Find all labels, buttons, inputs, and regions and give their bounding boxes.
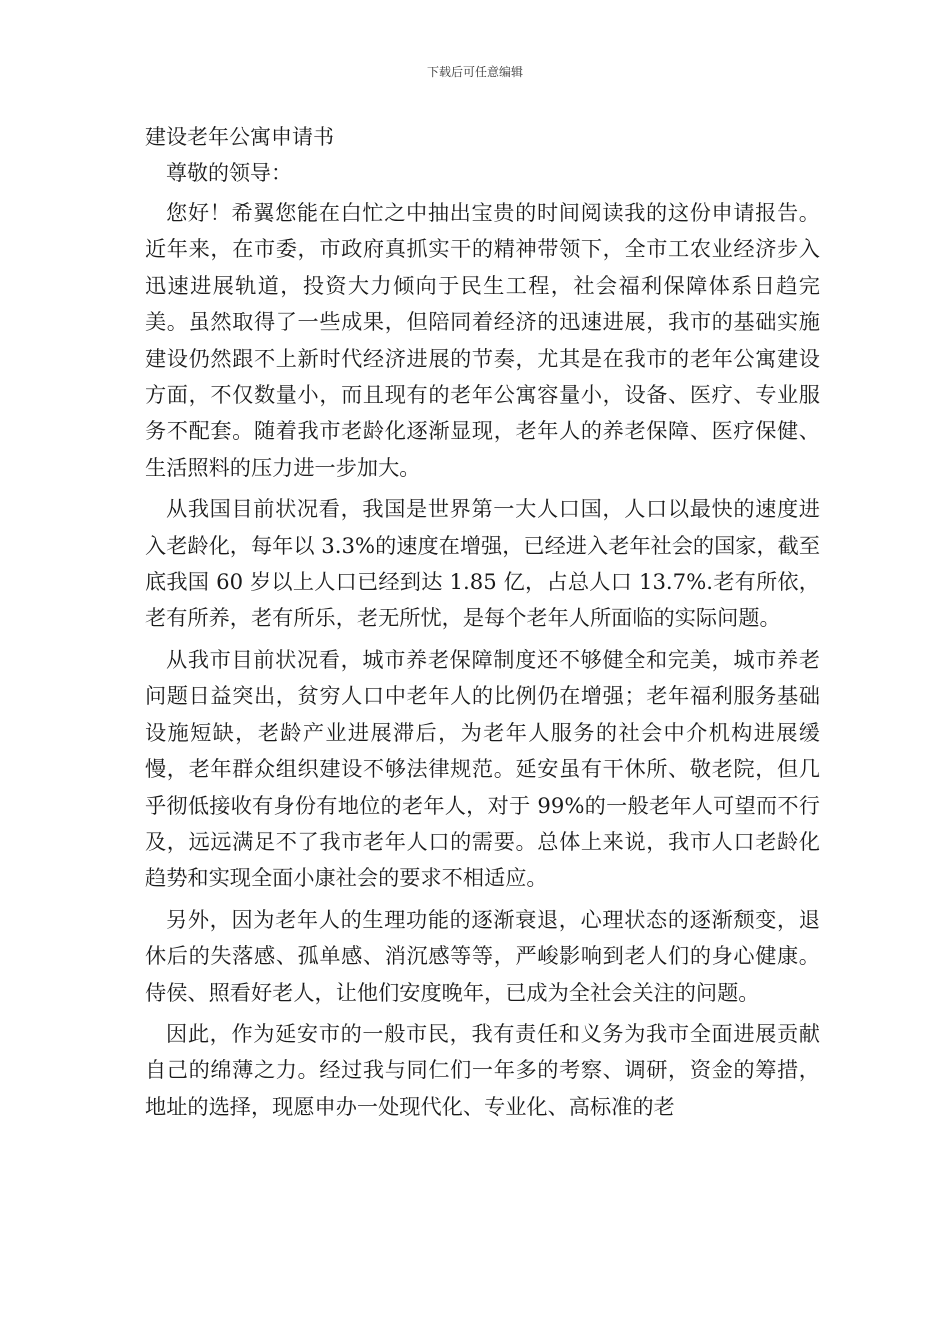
- paragraph-elderly-wellbeing: 另外，因为老年人的生理功能的逐渐衰退，心理状态的逐渐颓变，退休后的失落感、孤单感、消沉感等等，严峻影响到老人们的身心健康。侍侯、照看好老人，让他们安度晚年，已成为全社会关注的问题。: [145, 906, 820, 1005]
- paragraph-city-situation: 从我市目前状况看，城市养老保障制度还不够健全和完美，城市养老问题日益突出，贫穷人口中老年人的比例仍在增强；老年福利服务基础设施短缺，老龄产业进展滞后，为老年人服务的社会中介机构进展缓慢，老年群众组织建设不够法律规范。延安虽有干休所、敬老院，但几乎彻低接收有身份有地位的老年人，对于 99%的一般老年人可望而不行及，远远满足不了我市老年人口的需要。总体上来说，我市人口老龄化趋势和实现全面小康社会的要求不相适应。: [145, 646, 820, 891]
- document-body: [145, 119, 820, 1130]
- paragraph-application: 因此，作为延安市的一般市民，我有责任和义务为我市全面进展贡献自己的绵薄之力。经过我与同仁们一年多的考察、调研，资金的筹措，地址的选择，现愿申办一处现代化、专业化、高标准的老: [145, 1020, 820, 1119]
- header-note: 下载后可任意编辑: [426, 65, 523, 79]
- paragraph-national-situation: 从我国目前状况看，我国是世界第一大人口国，人口以最快的速度进入老龄化，每年以 3.3%的速度在增强，已经进入老年社会的国家，截至底我国 60 岁以上人口已经到达 1.85 亿，占总人口 13.7%.老有所依，老有所养，老有所乐，老无所忧，是每个老年人所面临的实际问题。: [145, 496, 821, 631]
- document-title: 建设老年公寓申请书: [145, 125, 334, 149]
- paragraph-greeting: 您好！希翼您能在白忙之中抽出宝贵的时间阅读我的这份申请报告。近年来，在市委，市政府真抓实干的精神带领下，全市工农业经济步入迅速进展轨道，投资大力倾向于民生工程，社会福利保障体系日趋完美。虽然取得了一些成果，但陪同着经济的迅速进展，我市的基础实施建设仍然跟不上新时代经济进展的节奏，尤其是在我市的老年公寓建设方面，不仅数量小，而且现有的老年公寓容量小，设备、医疗、专业服务不配套。随着我市老龄化逐渐显现，老年人的养老保障、医疗保健、生活照料的压力进一步加大。: [145, 200, 820, 480]
- salutation: 尊敬的领导：: [166, 161, 292, 185]
